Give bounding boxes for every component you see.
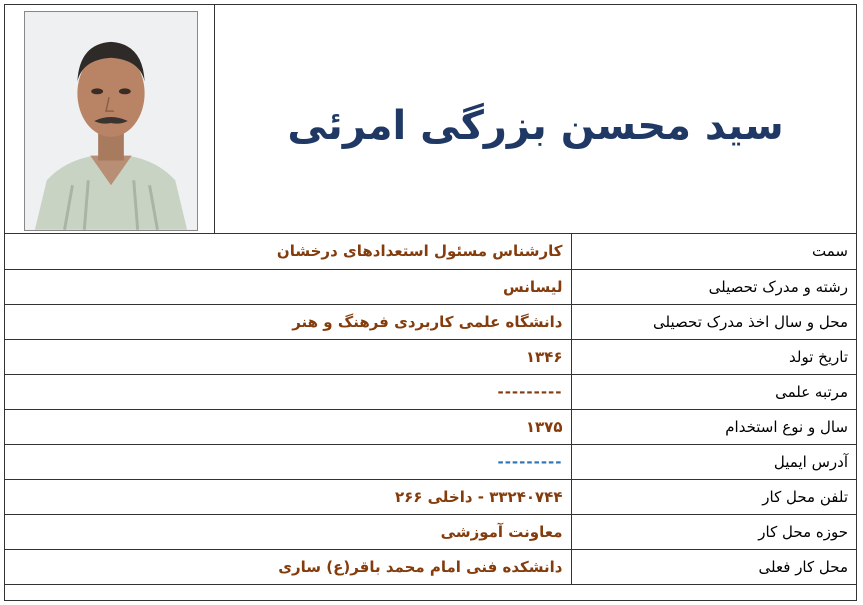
table-row — [5, 374, 856, 409]
row-label-academic-rank: مرتبه علمی — [571, 374, 856, 409]
row-value-work-area: معاونت آموزشی — [5, 514, 571, 549]
row-value-employment: ۱۳۷۵ — [5, 409, 571, 444]
row-value-work-phone: ۳۳۲۴۰۷۴۴ - داخلی ۲۶۶ — [5, 479, 571, 514]
row-label-current-workplace: محل کار فعلی — [571, 549, 856, 584]
table-row — [5, 339, 856, 374]
row-label-degree-place: محل و سال اخذ مدرک تحصیلی — [571, 304, 856, 339]
table-row — [5, 234, 856, 269]
row-label-work-phone: تلفن محل کار — [571, 479, 856, 514]
row-value-degree: لیسانس — [5, 269, 571, 304]
profile-photo — [24, 11, 198, 231]
row-label-degree: رشته و مدرک تحصیلی — [571, 269, 856, 304]
table-row — [5, 549, 856, 584]
row-label-employment: سال و نوع استخدام — [571, 409, 856, 444]
table-row — [5, 409, 856, 444]
row-value-birth-date: ۱۳۴۶ — [5, 339, 571, 374]
row-value-email: --------- — [5, 444, 571, 479]
row-value-position: کارشناس مسئول استعدادهای درخشان — [5, 234, 571, 269]
row-value-degree-place: دانشگاه علمی کاربردی فرهنگ و هنر — [5, 304, 571, 339]
row-label-position: سمت — [571, 234, 856, 269]
profile-card — [4, 4, 857, 601]
table-row — [5, 444, 856, 479]
person-name: سید محسن بزرگی امرئی — [287, 103, 784, 149]
table-row — [5, 479, 856, 514]
row-label-birth-date: تاریخ تولد — [571, 339, 856, 374]
row-label-email: آدرس ایمیل — [571, 444, 856, 479]
photo-cell — [5, 5, 215, 233]
table-row — [5, 304, 856, 339]
portrait-illustration — [25, 12, 197, 230]
row-value-current-workplace: دانشکده فنی امام محمد باقر(ع) ساری — [5, 549, 571, 584]
table-row — [5, 514, 856, 549]
row-value-academic-rank: --------- — [5, 374, 571, 409]
table-row — [5, 269, 856, 304]
profile-header — [5, 5, 856, 234]
info-table — [5, 234, 856, 585]
row-label-work-area: حوزه محل کار — [571, 514, 856, 549]
